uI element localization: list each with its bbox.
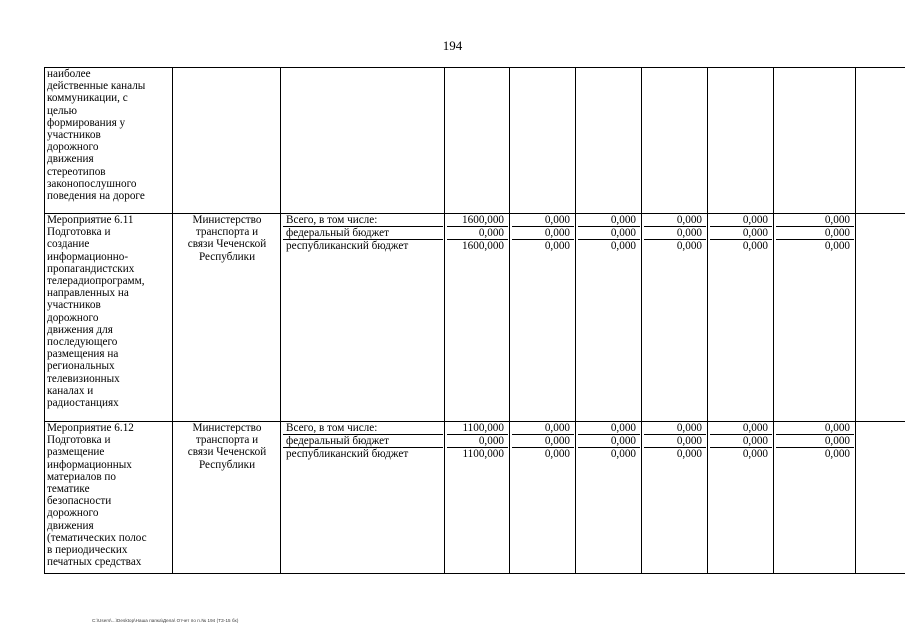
amount-value: 0,000 <box>512 435 574 448</box>
amount-value: 1600,000 <box>462 240 504 253</box>
amount-value: 0,000 <box>776 435 854 448</box>
amount-cell <box>856 214 905 422</box>
funding-source-cell <box>281 214 445 422</box>
amount-value: 0,000 <box>644 227 706 240</box>
amount-value: 0,000 <box>512 227 574 240</box>
funding-source-label: Всего, в том числе: <box>283 214 443 227</box>
amount-cell <box>510 68 576 214</box>
activity-name-cell: наиболее действенные каналы коммуникации, с целью формирования у участников дорожного движения стереотипов законопослушного поведения на дороге <box>45 68 173 214</box>
executor-cell: Министерство транспорта и связи Чеченской Республики <box>173 422 281 574</box>
amount-cell <box>774 214 856 422</box>
amount-value: 0,000 <box>824 240 850 253</box>
table-row <box>45 214 905 422</box>
funding-source-label: республиканский бюджет <box>286 240 409 253</box>
funding-source-label: Всего, в том числе: <box>283 422 443 435</box>
funding-source-label: федеральный бюджет <box>283 227 443 240</box>
amount-value: 0,000 <box>578 227 640 240</box>
funding-source-label: республиканский бюджет <box>286 448 409 461</box>
amount-value: 0,000 <box>512 214 574 227</box>
amount-value: 0,000 <box>676 448 702 461</box>
amount-cell <box>576 422 642 574</box>
amount-value: 0,000 <box>776 227 854 240</box>
amount-value: 0,000 <box>742 240 768 253</box>
budget-table <box>44 67 905 574</box>
amount-value: 0,000 <box>776 422 854 435</box>
amount-value: 0,000 <box>644 422 706 435</box>
amount-value: 0,000 <box>676 240 702 253</box>
amount-cell <box>510 422 576 574</box>
amount-cell <box>576 214 642 422</box>
executor-cell: Министерство транспорта и связи Чеченской Республики <box>173 214 281 422</box>
table-row <box>45 68 905 214</box>
funding-source-cell <box>281 68 445 214</box>
amount-value: 1600,000 <box>447 214 508 227</box>
amount-value: 0,000 <box>644 435 706 448</box>
amount-value: 0,000 <box>512 422 574 435</box>
amount-cell <box>445 68 510 214</box>
amount-value: 0,000 <box>544 240 570 253</box>
amount-cell <box>774 422 856 574</box>
table-body <box>45 68 905 574</box>
amount-cell <box>445 214 510 422</box>
executor-cell <box>173 68 281 214</box>
amount-value: 0,000 <box>710 422 772 435</box>
amount-value: 1100,000 <box>447 422 508 435</box>
amount-value: 0,000 <box>610 240 636 253</box>
table-row <box>45 422 905 574</box>
activity-name-cell: Мероприятие 6.12 Подготовка и размещение информационных материалов по тематике безопасности дорожного движения (тематических полос в периодических печатных средствах <box>45 422 173 574</box>
amount-value: 0,000 <box>710 227 772 240</box>
amount-cell <box>642 214 708 422</box>
amount-value: 0,000 <box>447 227 508 240</box>
footer-path: C:\Users\...\Desktop\Наша папка\Дела\ Отчет по п.№ 194 (ТЗ-15 бх) <box>92 618 239 623</box>
amount-value: 0,000 <box>578 422 640 435</box>
amount-cell <box>856 68 905 214</box>
amount-value: 0,000 <box>710 214 772 227</box>
amount-value: 0,000 <box>776 214 854 227</box>
activity-name-cell: Мероприятие 6.11 Подготовка и создание информационно- пропагандистских телерадиопрограмм, направленных на участников дорожного движения для последующего размещения на региональных телевизионных каналах и радиостанциях <box>45 214 173 422</box>
amount-value: 0,000 <box>578 214 640 227</box>
amount-cell <box>445 422 510 574</box>
amount-cell <box>774 68 856 214</box>
amount-value: 1100,000 <box>462 448 504 461</box>
amount-value: 0,000 <box>578 435 640 448</box>
amount-value: 0,000 <box>824 448 850 461</box>
amount-cell <box>642 422 708 574</box>
amount-value: 0,000 <box>447 435 508 448</box>
amount-cell <box>856 422 905 574</box>
amount-cell <box>708 214 774 422</box>
amount-value: 0,000 <box>610 448 636 461</box>
amount-cell <box>642 68 708 214</box>
amount-value: 0,000 <box>710 435 772 448</box>
funding-source-cell <box>281 422 445 574</box>
amount-value: 0,000 <box>742 448 768 461</box>
page-number: 194 <box>442 38 463 53</box>
amount-value: 0,000 <box>644 214 706 227</box>
amount-cell <box>510 214 576 422</box>
funding-source-label: федеральный бюджет <box>283 435 443 448</box>
amount-cell <box>708 68 774 214</box>
amount-cell <box>576 68 642 214</box>
amount-value: 0,000 <box>544 448 570 461</box>
amount-cell <box>708 422 774 574</box>
